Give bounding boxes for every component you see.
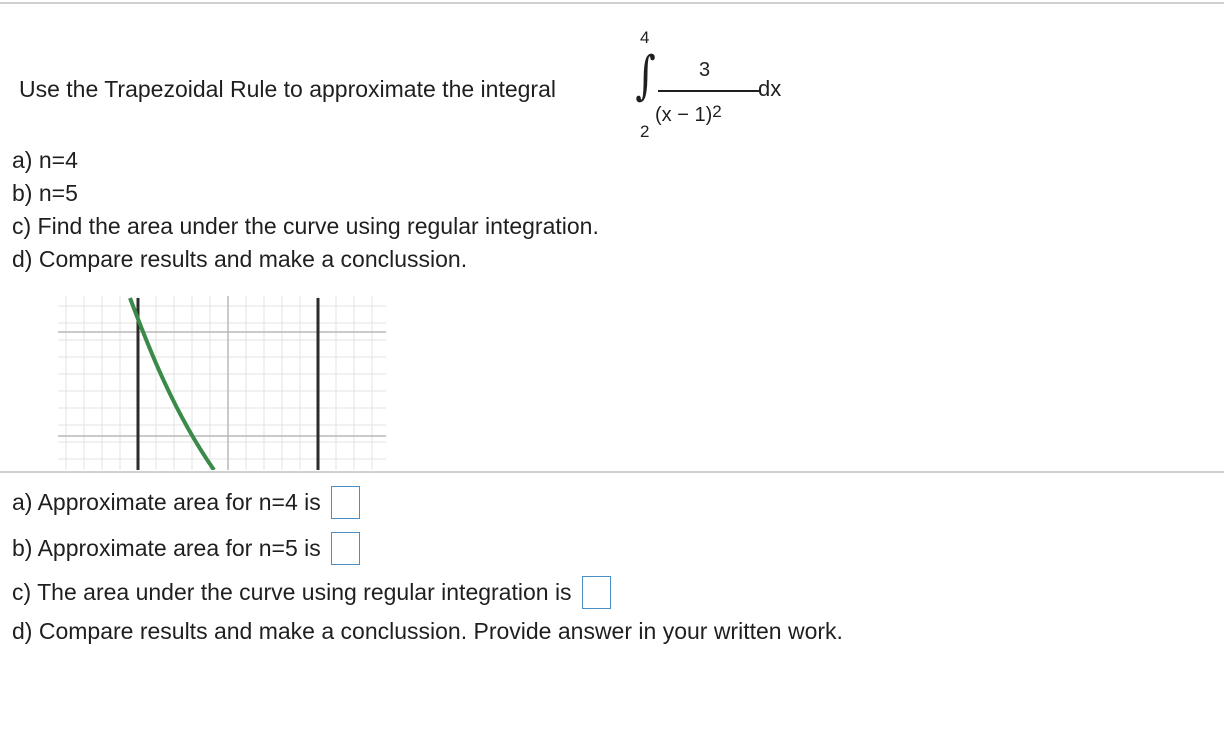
upper-limit: 4 (640, 28, 650, 47)
integral-expression (628, 24, 808, 144)
part-b: b) n=5 (12, 180, 78, 206)
answer-c-label: c) The area under the curve using regular integration is (12, 579, 572, 605)
fraction-bar (658, 90, 760, 92)
answer-d-text: d) Compare results and make a conclussion. Provide answer in your written work. (12, 618, 843, 644)
integral-sign: ∫ (635, 46, 656, 106)
part-c: c) Find the area under the curve using regular integration. (12, 213, 599, 239)
part-d: d) Compare results and make a conclussion. (12, 246, 468, 272)
lower-limit: 2 (640, 122, 650, 141)
question-parts (12, 144, 599, 276)
denominator-base: (x − 1) (655, 104, 713, 126)
answer-b-label: b) Approximate area for n=5 is (12, 535, 321, 561)
differential: dx (758, 76, 782, 101)
function-curve (130, 298, 214, 470)
answer-row-d (12, 618, 843, 645)
part-a: a) n=4 (12, 147, 78, 173)
answer-row-a (12, 486, 360, 519)
question-prompt: Use the Trapezoidal Rule to approximate the integral (19, 76, 556, 102)
answer-row-c (12, 576, 611, 609)
answer-a-label: a) Approximate area for n=4 is (12, 489, 321, 515)
section-divider (0, 471, 1224, 473)
top-divider (0, 2, 1224, 4)
answer-b-input[interactable] (331, 532, 360, 565)
answer-c-input[interactable] (582, 576, 611, 609)
numerator: 3 (699, 59, 711, 81)
denominator (655, 104, 722, 127)
answer-a-input[interactable] (331, 486, 360, 519)
graph-grid (58, 296, 386, 470)
function-graph (58, 296, 386, 470)
answer-row-b (12, 532, 360, 565)
denominator-exponent: 2 (712, 102, 722, 121)
